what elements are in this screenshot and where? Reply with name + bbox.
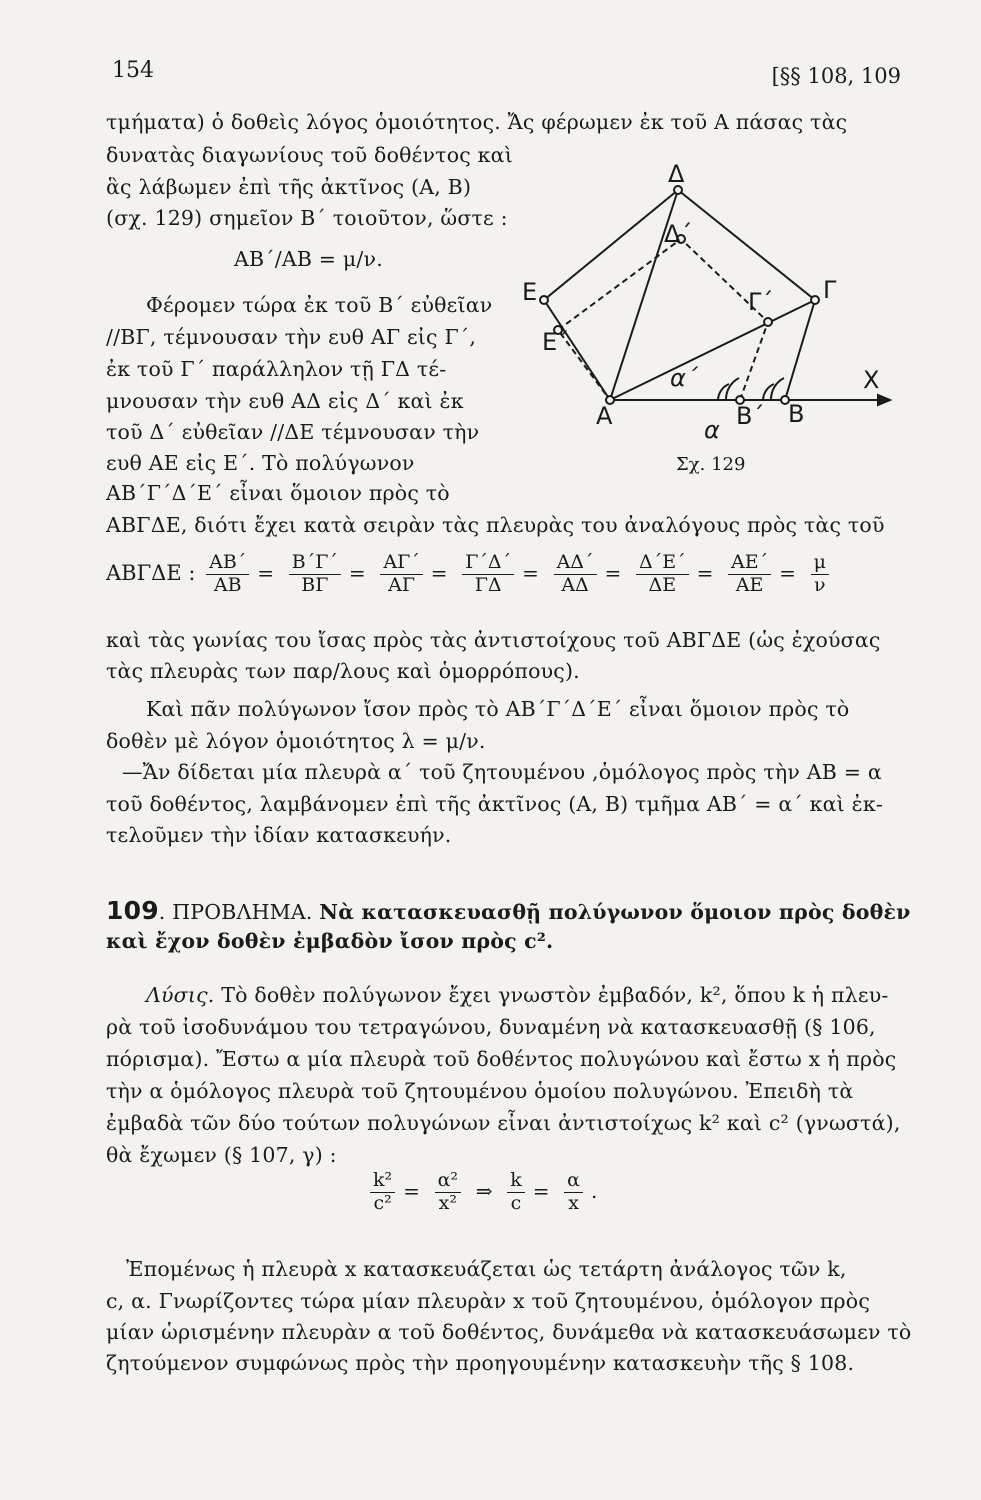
fraction: $\frac{\Delta΄E΄}{\Delta E}$	[636, 552, 689, 597]
fraction: $\frac{AE΄}{AE}$	[728, 552, 771, 597]
fraction: $\frac{\text{α²}}{\text{x²}}$	[435, 1170, 461, 1215]
implies-arrow: ⇒	[475, 1178, 493, 1203]
problem-statement-cont: καὶ ἔχον δοθὲν ἐμβαδὸν ἴσον πρὸς c².	[106, 929, 554, 953]
label-B-prime: Β΄	[736, 402, 765, 430]
label-G-prime: Γ΄	[748, 288, 774, 316]
fraction: $\frac{k}{c}$	[507, 1170, 525, 1215]
fraction: $\frac{B΄\Gamma΄}{B\Gamma}$	[289, 552, 341, 597]
label-B: Β	[788, 400, 805, 428]
text-line: Φέρομεν τώρα ἐκ τοῦ Β΄ εὐθεῖαν	[146, 293, 493, 317]
text-line: Λύσις. Τὸ δοθὲν πολύγωνον ἔχει γνωστὸν ἐμβαδόν, k², ὅπου k ἡ πλευ-	[146, 983, 889, 1007]
section-title: . ΠΡΟΒΛΗΜΑ.	[158, 900, 313, 924]
section-reference: [§§ 108, 109	[771, 64, 901, 88]
equation-prefix: ΑΒΓΔΕ :	[106, 560, 196, 585]
fraction: $\frac{AB΄}{AB}$	[206, 552, 249, 597]
text-line: ζητούμενον συμφώνως πρὸς τὴν προηγουμένην κατασκευὴν τῆς § 108.	[106, 1351, 855, 1375]
text-line: θὰ ἔχωμεν (§ 107, γ) :	[106, 1143, 337, 1167]
section-heading	[106, 896, 911, 925]
area-ratio-equation: $\frac{\text{k²}}{\text{c²}}$ = $\frac{\text{α²}}{\text{x²}}$ ⇒ $\frac{k}{c}$ = $\frac{\alpha}{x}$ .	[366, 1170, 601, 1215]
label-D-prime: Δ΄	[664, 220, 693, 248]
fraction: $\frac{\mu}{\nu}$	[811, 552, 829, 597]
text-line: ἐκ τοῦ Γ΄ παράλληλον τῇ ΓΔ τέ-	[106, 357, 447, 381]
ratio-equation: ΑΒ΄/ΑΒ = μ/ν.	[234, 247, 383, 271]
text-line: ρὰ τοῦ ἰσοδυνάμου του τετραγώνου, δυναμένη νὰ κατασκευασθῇ (§ 106,	[106, 1015, 876, 1039]
text-line: ἐμβαδὰ τῶν δύο τούτων πολυγώνων εἶναι ἀντιστοίχως k² καὶ c² (γνωστά),	[106, 1111, 901, 1135]
label-E-prime: Ε΄	[542, 328, 570, 356]
text-line: καὶ τὰς γωνίας του ἴσας πρὸς τὰς ἀντιστοίχους τοῦ ΑΒΓΔΕ (ὡς ἐχούσας	[106, 628, 881, 652]
fraction: $\frac{\alpha}{x}$	[564, 1170, 583, 1215]
text-line: μίαν ὡρισμένην πλευρὰν α τοῦ δοθέντος, δυνάμεθα νὰ κατασκευάσωμεν τὸ	[106, 1320, 912, 1344]
problem-statement: Νὰ κατασκευασθῇ πολύγωνον ὅμοιον πρὸς δοθὲν	[319, 900, 911, 924]
text-line: ἃς λάβωμεν ἐπὶ τῆς ἀκτῖνος (Α, Β)	[106, 175, 472, 199]
fraction: $\frac{\text{k²}}{\text{c²}}$	[370, 1170, 395, 1215]
label-D: Δ	[668, 160, 685, 188]
solution-label: Λύσις.	[146, 983, 215, 1007]
section-number: 109	[106, 896, 159, 925]
label-A: Α	[596, 402, 613, 430]
figure-129-diagram	[518, 160, 898, 480]
text-line: Καὶ πᾶν πολύγωνον ἴσον πρὸς τὸ ΑΒ΄Γ΄Δ΄Ε΄ εἶναι ὅμοιον πρὸς τὸ	[146, 697, 850, 721]
page-number: 154	[112, 58, 154, 83]
text-line: c, α. Γνωρίζοντες τώρα μίαν πλευρὰν x τοῦ ζητουμένου, ὁμόλογον πρὸς	[106, 1289, 871, 1313]
text-line: ΑΒ΄Γ΄Δ΄Ε΄ εἶναι ὅμοιον πρὸς τὸ	[106, 481, 450, 505]
fraction: $\frac{A\Gamma΄}{A\Gamma}$	[380, 552, 422, 597]
text-line: τοῦ Δ΄ εὐθεῖαν //ΔΕ τέμνουσαν τὴν	[106, 420, 480, 444]
label-G: Γ	[823, 276, 837, 304]
text-line: (σχ. 129) σημεῖον Β΄ τοιοῦτον, ὥστε :	[106, 206, 508, 230]
label-alpha: α	[704, 416, 720, 444]
text-line: δοθὲν μὲ λόγον ὁμοιότητος λ = μ/ν.	[106, 729, 486, 753]
text-line: //ΒΓ, τέμνουσαν τὴν ευθ ΑΓ εἰς Γ΄,	[106, 325, 477, 349]
proportion-equation: ΑΒΓΔΕ : $\frac{AB΄}{AB}$ = $\frac{B΄\Gamma΄}{B\Gamma}$ = $\frac{A\Gamma΄}{A\Gamma}$ = $\frac{\Gamma΄\Delta΄}{\Gamma\Delta}$ = $\frac{A\Delta΄}{A\Delta}$ = $\frac{\Delta΄E΄}{\Delta E}$ = $\frac{AE΄}{AE}$ = $\frac{\mu}{\nu}$	[106, 552, 833, 597]
text-line: ΑΒΓΔΕ, διότι ἔχει κατὰ σειρὰν τὰς πλευρὰς του ἀναλόγους πρὸς τὰς τοῦ	[106, 513, 885, 537]
text-line: τμήματα) ὁ δοθεὶς λόγος ὁμοιότητος. Ἄς φέρωμεν ἐκ τοῦ Α πάσας τὰς	[106, 110, 848, 134]
label-E: Ε	[522, 278, 538, 306]
text-line: τοῦ δοθέντος, λαμβάνομεν ἐπὶ τῆς ἀκτῖνος (Α, Β) τμῆμα ΑΒ΄ = α΄ καὶ ἐκ-	[106, 792, 883, 816]
text-line: πόρισμα). Ἔστω α μία πλευρὰ τοῦ δοθέντος πολυγώνου καὶ ἔστω x ἡ πρὸς	[106, 1047, 897, 1071]
text-line: δυνατὰς διαγωνίους τοῦ δοθέντος καὶ	[106, 143, 513, 167]
text-line: τὰς πλευρὰς των παρ/λους καὶ ὁμορρόπους).	[106, 659, 580, 683]
text-line: ευθ ΑΕ εἰς Ε΄. Τὸ πολύγωνον	[106, 451, 415, 475]
text-line: μνουσαν τὴν ευθ ΑΔ εἰς Δ΄ καὶ ἐκ	[106, 389, 464, 413]
label-X: Χ	[863, 366, 880, 394]
text-line: Ἐπομένως ἡ πλευρὰ x κατασκευάζεται ὡς τετάρτη ἀνάλογος τῶν k,	[126, 1257, 847, 1281]
text-line: τὴν α ὁμόλογος πλευρὰ τοῦ ζητουμένου ὁμοίου πολυγώνου. Ἐπειδὴ τὰ	[106, 1079, 854, 1103]
text-line: τελοῦμεν τὴν ἰδίαν κατασκευήν.	[106, 823, 452, 847]
figure-caption: Σχ. 129	[676, 454, 746, 475]
text-line: —Ἄν δίδεται μία πλευρὰ α΄ τοῦ ζητουμένου ,ὁμόλογος πρὸς τὴν ΑΒ = α	[122, 760, 882, 784]
fraction: $\frac{\Gamma΄\Delta΄}{\Gamma\Delta}$	[462, 552, 514, 597]
fraction: $\frac{A\Delta΄}{A\Delta}$	[554, 552, 597, 597]
label-alpha-prime: α΄	[670, 364, 698, 392]
